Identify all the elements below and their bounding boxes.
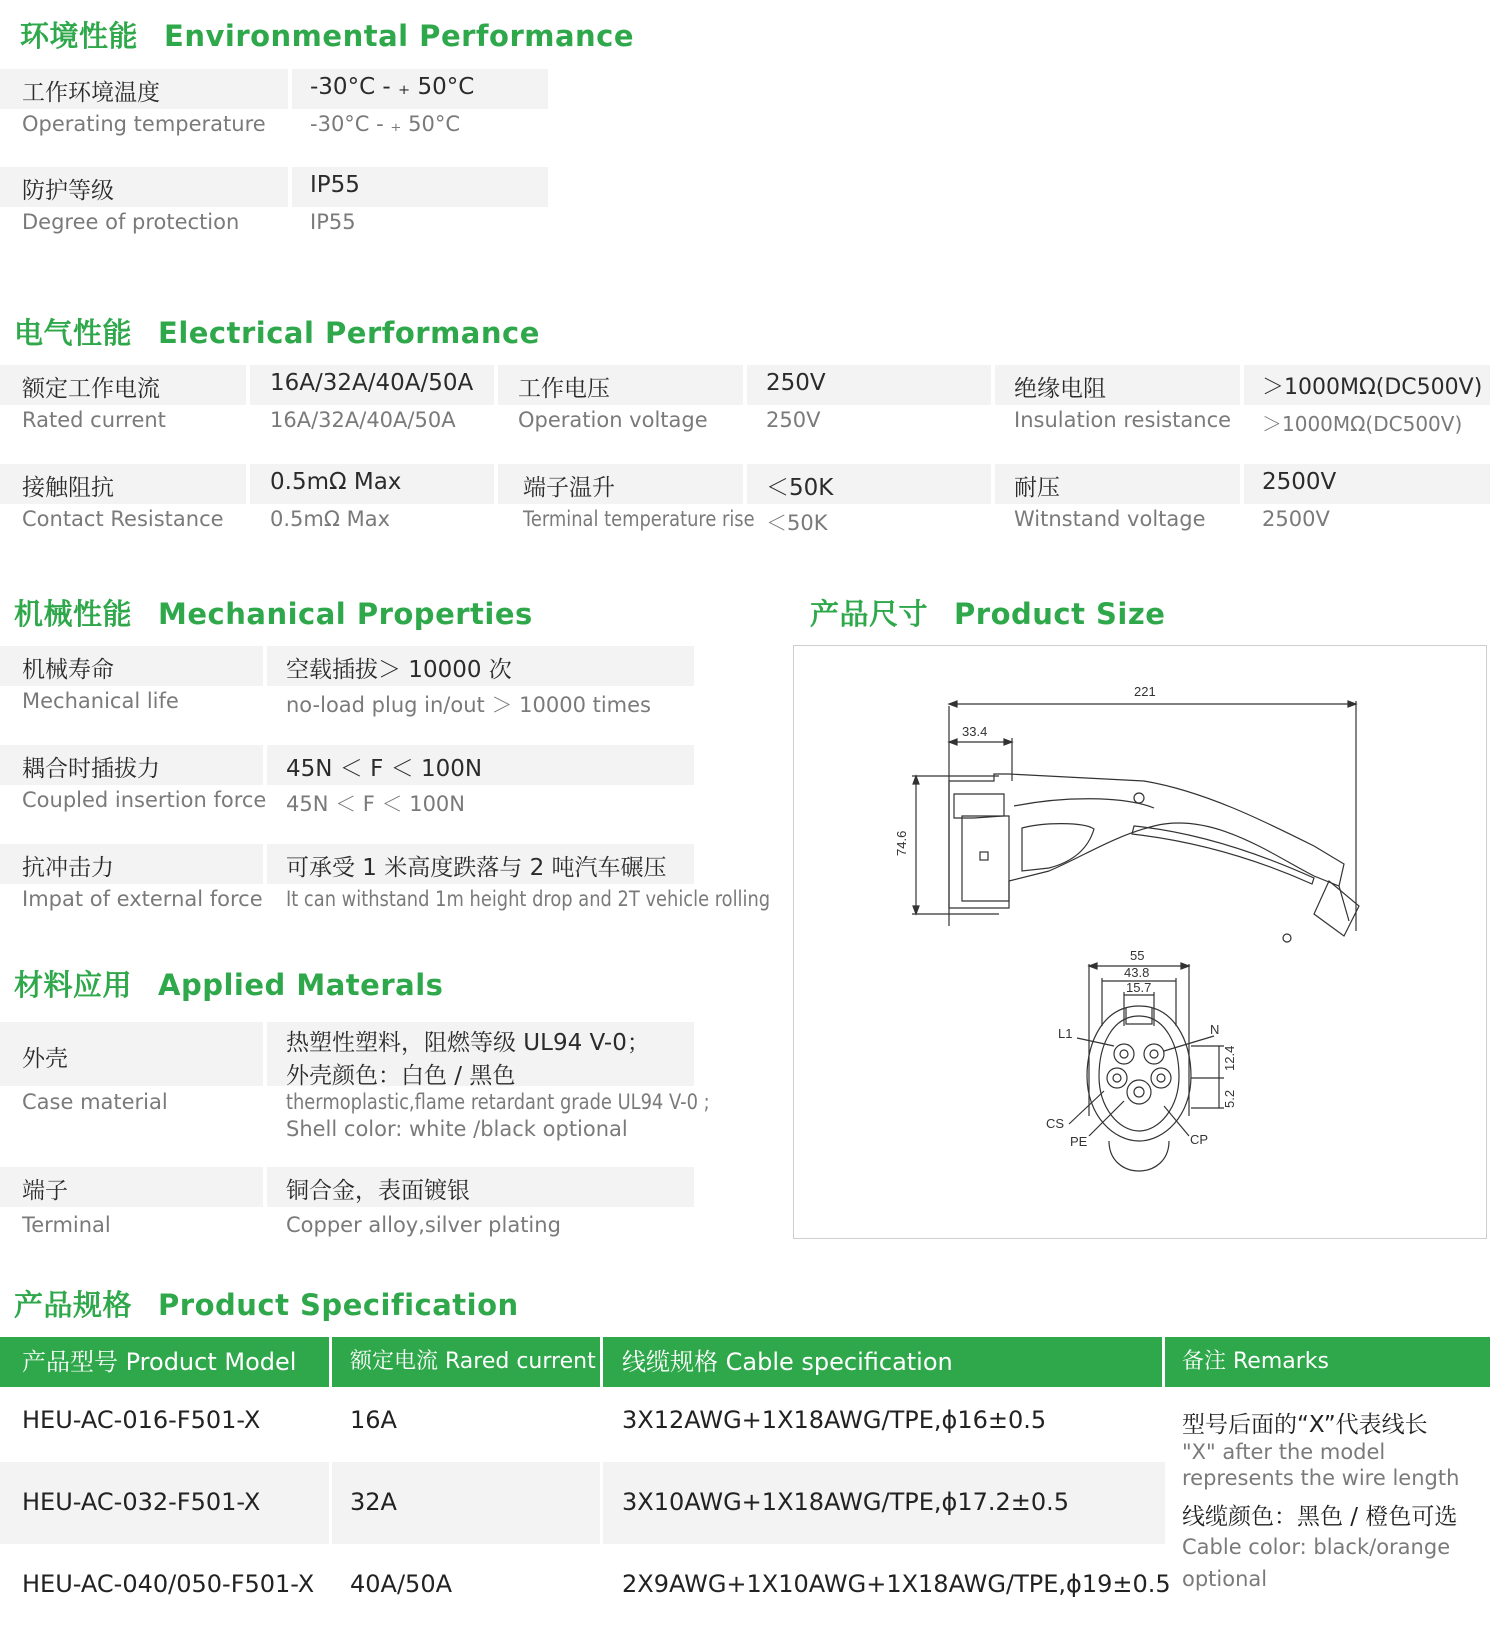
band-divider <box>288 167 292 207</box>
section-title-environmental <box>20 14 634 55</box>
env-label-en: Degree of protection <box>22 210 240 234</box>
table-cell-cable: 2X9AWG+1X10AWG+1X18AWG/TPE,ϕ19±0.5 <box>622 1570 1171 1598</box>
mat-value-en: thermoplastic,flame retardant grade UL94 V-0 ; <box>286 1090 710 1114</box>
band-divider <box>263 745 267 785</box>
elec-label-en: Insulation resistance <box>1014 408 1232 432</box>
band-divider <box>246 464 250 504</box>
mech-value-en: 45N ＜ F ＜ 100N <box>286 792 466 816</box>
mat-label-en: Case material <box>22 1090 168 1114</box>
table-cell-cable: 3X10AWG+1X18AWG/TPE,ϕ17.2±0.5 <box>622 1488 1070 1516</box>
section-title-en: Electrical Performance <box>158 316 540 350</box>
remark-model-note-en: "X" after the model <box>1182 1440 1386 1464</box>
mech-label-cn: 机械寿命 <box>22 657 114 683</box>
elec-value-cn: 16A/32A/40A/50A <box>270 370 474 396</box>
elec-label-cn: 接触阻抗 <box>22 475 114 501</box>
table-cell-cable: 3X12AWG+1X18AWG/TPE,ϕ16±0.5 <box>622 1406 1047 1434</box>
header-rated-current: 额定电流 Rared current <box>350 1349 596 1374</box>
connector-drawing <box>794 646 1486 1238</box>
header-cable-spec: 线缆规格 Cable specification <box>622 1348 953 1376</box>
mat-value-en: Shell color: white /black optional <box>286 1117 628 1141</box>
dim-width-15-label: 15.7 <box>1126 980 1152 995</box>
mech-value-cn: 空载插拔＞ 10000 次 <box>286 657 512 683</box>
band-divider <box>743 464 747 504</box>
header-divider <box>329 1337 332 1387</box>
mat-value-cn: 外壳颜色：白色 / 黑色 <box>286 1063 516 1089</box>
elec-value-en: 0.5mΩ Max <box>270 507 390 531</box>
section-title-en: Environmental Performance <box>164 19 635 53</box>
section-title-en: Applied Materals <box>158 968 444 1002</box>
remark-color-note-en: Cable color: black/orange <box>1182 1535 1451 1559</box>
remark-color-note-cn: 线缆颜色：黑色 / 橙色可选 <box>1182 1504 1458 1530</box>
env-value-cn: IP55 <box>310 172 360 198</box>
mat-value-cn: 热塑性塑料，阻燃等级 UL94 V-0； <box>286 1030 650 1056</box>
dim-width-55-label: 55 <box>1130 948 1145 963</box>
section-title-cn: 产品尺寸 <box>810 597 929 631</box>
mat-value-cn: 铜合金，表面镀银 <box>286 1178 470 1204</box>
pin-cs-label: CS <box>1046 1116 1065 1131</box>
column-divider <box>329 1390 332 1640</box>
mech-label-cn: 抗冲击力 <box>22 855 114 881</box>
dim-5-label: 5.2 <box>1222 1089 1237 1108</box>
header-product-model: 产品型号 Product Model <box>22 1348 297 1376</box>
pin-pe-label: PE <box>1070 1134 1088 1149</box>
mat-label-cn: 端子 <box>22 1178 68 1204</box>
band-divider <box>263 1167 267 1207</box>
band-divider <box>494 464 498 504</box>
remark-model-note-cn: 型号后面的“X”代表线长 <box>1182 1412 1428 1438</box>
table-cell-current: 16A <box>350 1406 397 1434</box>
elec-value-cn: 0.5mΩ Max <box>270 469 402 495</box>
elec-value-en: ＜50K <box>766 511 828 535</box>
dim-front-label: 33.4 <box>962 724 988 739</box>
header-remarks: 备注 Remarks <box>1182 1349 1329 1374</box>
env-value-en: -30°C - ₊ 50°C <box>310 112 461 136</box>
band-divider <box>263 1022 267 1086</box>
section-title-electrical <box>14 311 540 352</box>
column-divider <box>600 1390 603 1640</box>
elec-label-cn: 额定工作电流 <box>22 376 160 402</box>
section-title-en: Product Size <box>954 597 1166 631</box>
pin-l1-label: L1 <box>1058 1026 1073 1041</box>
band-divider <box>263 844 267 884</box>
env-label-cn: 工作环境温度 <box>22 80 160 106</box>
band-divider <box>494 365 498 405</box>
elec-label-cn: 端子温升 <box>523 475 615 501</box>
elec-value-en: 16A/32A/40A/50A <box>270 408 456 432</box>
elec-value-en: ＞1000MΩ(DC500V) <box>1262 412 1463 436</box>
elec-value-en: 2500V <box>1262 507 1330 531</box>
mech-label-en: Coupled insertion force <box>22 788 267 812</box>
elec-label-en: Witnstand voltage <box>1014 507 1206 531</box>
elec-label-en: Terminal temperature rise <box>523 507 755 531</box>
band-divider <box>263 646 267 686</box>
mech-value-cn: 可承受 1 米高度跌落与 2 吨汽车碾压 <box>286 855 667 881</box>
band-divider <box>991 464 995 504</box>
pin-n-label: N <box>1210 1022 1220 1037</box>
mat-label-en: Terminal <box>22 1213 111 1237</box>
elec-value-cn: 250V <box>766 370 826 396</box>
dim-width-43-label: 43.8 <box>1124 965 1150 980</box>
pin-cp-label: CP <box>1190 1132 1209 1147</box>
elec-value-cn: 2500V <box>1262 469 1337 495</box>
band-divider <box>246 365 250 405</box>
mech-value-en: It can withstand 1m height drop and 2T vehicle rolling <box>286 887 771 911</box>
mech-label-en: Impat of external force <box>22 887 263 911</box>
elec-value-cn: ＜50K <box>766 475 834 501</box>
elec-label-cn: 绝缘电阻 <box>1014 376 1106 402</box>
band-divider <box>991 365 995 405</box>
elec-label-en: Rated current <box>22 408 166 432</box>
env-label-en: Operating temperature <box>22 112 266 136</box>
mech-value-cn: 45N ＜ F ＜ 100N <box>286 756 483 782</box>
elec-label-cn: 工作电压 <box>518 376 610 402</box>
table-cell-model: HEU-AC-032-F501-X <box>22 1488 261 1516</box>
env-value-cn: -30°C - ₊ 50°C <box>310 74 475 100</box>
table-cell-current: 32A <box>350 1488 397 1516</box>
section-title-product-size <box>810 592 1165 633</box>
band-divider <box>288 69 292 109</box>
section-title-cn: 产品规格 <box>14 1288 133 1322</box>
header-divider <box>600 1337 603 1387</box>
section-title-materials <box>14 963 443 1004</box>
mat-value-en: Copper alloy,silver plating <box>286 1213 561 1237</box>
elec-label-cn: 耐压 <box>1014 475 1060 501</box>
band-divider <box>1240 365 1244 405</box>
section-title-en: Product Specification <box>158 1288 519 1322</box>
mech-label-en: Mechanical life <box>22 689 179 713</box>
mech-label-cn: 耦合时插拔力 <box>22 756 160 782</box>
section-title-product-spec <box>14 1283 519 1324</box>
section-title-cn: 电气性能 <box>14 316 133 350</box>
mat-label-cn: 外壳 <box>22 1046 68 1072</box>
section-title-cn: 机械性能 <box>14 597 133 631</box>
elec-value-cn: ＞1000MΩ(DC500V) <box>1262 375 1483 400</box>
band-divider <box>1240 464 1244 504</box>
table-cell-current: 40A/50A <box>350 1570 452 1598</box>
section-title-cn: 环境性能 <box>20 19 139 53</box>
elec-value-en: 250V <box>766 408 821 432</box>
header-divider <box>1162 1337 1165 1387</box>
remark-model-note-en: represents the wire length <box>1182 1466 1460 1490</box>
section-title-cn: 材料应用 <box>14 968 133 1002</box>
env-label-cn: 防护等级 <box>22 178 114 204</box>
env-value-en: IP55 <box>310 210 356 234</box>
dim-12-label: 12.4 <box>1222 1045 1237 1071</box>
product-size-drawing <box>793 645 1487 1239</box>
elec-label-en: Contact Resistance <box>22 507 224 531</box>
band-divider <box>743 365 747 405</box>
elec-label-en: Operation voltage <box>518 408 708 432</box>
table-cell-model: HEU-AC-016-F501-X <box>22 1406 261 1434</box>
mech-value-en: no-load plug in/out ＞ 10000 times <box>286 693 651 717</box>
dim-length-label: 221 <box>1134 684 1156 699</box>
table-cell-model: HEU-AC-040/050-F501-X <box>22 1570 315 1598</box>
remark-color-note-en: optional <box>1182 1567 1268 1591</box>
section-title-mechanical <box>14 592 533 633</box>
dim-height-label: 74.6 <box>894 830 909 856</box>
section-title-en: Mechanical Properties <box>158 597 533 631</box>
